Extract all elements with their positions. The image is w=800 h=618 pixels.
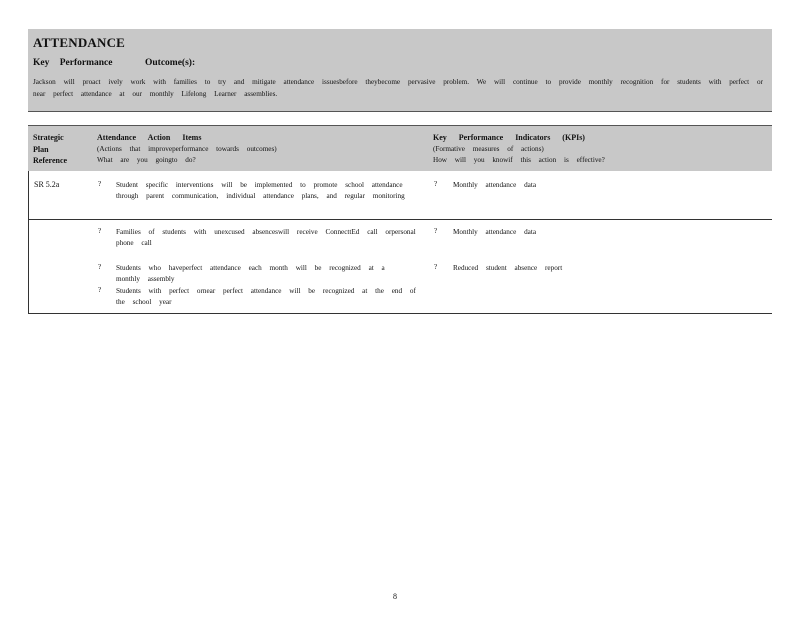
bullet-icon: ? xyxy=(434,180,438,188)
table-row xyxy=(28,220,772,314)
action-item: Families of students with unexcused absenceswill receive ConnecttEd call orpersonal phone call xyxy=(116,228,416,247)
actions-sub2: What are you goingto do? xyxy=(97,156,196,164)
table-row xyxy=(28,171,772,220)
header-actions xyxy=(97,132,417,167)
action-item: Students who haveperfect attendance each month will be recognized at a monthly assembly xyxy=(116,264,385,283)
kpo-label: Key Performance xyxy=(33,58,113,68)
kpi-item: Monthly attendance data xyxy=(453,228,537,236)
bullet-icon: ? xyxy=(98,286,102,294)
actions-title: Attendance Action Items xyxy=(97,133,202,142)
page-number: 8 xyxy=(393,592,397,601)
header-ref-line: Reference xyxy=(33,156,68,165)
bullet-icon: ? xyxy=(98,227,102,235)
bullet-icon: ? xyxy=(98,263,102,271)
actions-sub1: (Actions that improveperformance towards outcomes) xyxy=(97,144,277,153)
kpi-item: Reduced student absence report xyxy=(453,264,563,272)
header-kpis xyxy=(433,132,753,167)
action-item: Students with perfect ornear perfect attendance will be recognized at the end of the school year xyxy=(116,287,416,306)
bullet-icon: ? xyxy=(434,227,438,235)
bullet-icon: ? xyxy=(434,263,438,271)
header-ref xyxy=(33,132,93,167)
kpi-title: Key Performance Indicators (KPIs) xyxy=(433,133,585,142)
page-title: ATTENDANCE xyxy=(33,35,126,50)
kpi-sub1: (Formative measures of actions) xyxy=(433,144,544,153)
kpo-heading xyxy=(33,58,196,68)
table-header xyxy=(28,125,772,171)
bullet-icon: ? xyxy=(98,180,102,188)
header-ref-line: Plan xyxy=(33,144,49,154)
row-ref: SR 5.2a xyxy=(34,180,60,189)
header-box xyxy=(28,29,772,112)
outcome-label: Outcome(s): xyxy=(145,58,196,68)
action-item: Student specific interventions will be implemented to promote school attendance through parent communication, individual attendance plans, and regular monitoring xyxy=(116,181,405,200)
outcome-description: Jackson will proact ively work with families to try and mitigate attendance issuesbefore theybecome pervasive problem. We will continue to provide monthly recognition for students with perfect or near perfect attendance at our monthly Lifelong Learner assemblies. xyxy=(33,78,763,98)
header-ref-line: Strategic xyxy=(33,133,64,142)
kpi-item: Monthly attendance data xyxy=(453,181,537,189)
kpi-sub2: How will you knowif this action is effective? xyxy=(433,156,605,164)
